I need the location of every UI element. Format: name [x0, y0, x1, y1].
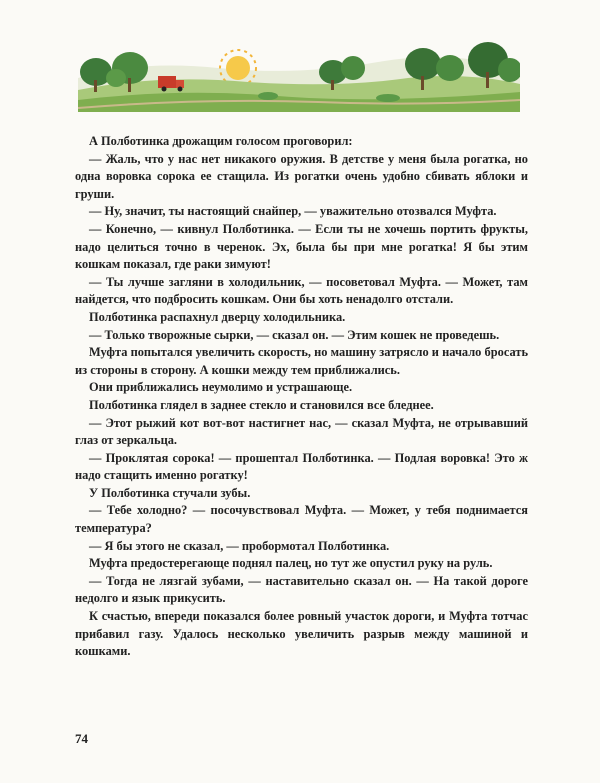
paragraph: — Проклятая сорока! — прошептал Полботинка. — Подлая воровка! Это ж надо стащить именно рогатку!: [75, 450, 528, 483]
page-number: 74: [75, 731, 88, 746]
landscape-illustration: [78, 38, 520, 112]
paragraph: Полботинка распахнул дверцу холодильника.: [89, 309, 346, 324]
paragraph: — Тогда не лязгай зубами, — наставительно сказал он. — На такой дороге недолго и язык прикусить.: [75, 573, 528, 606]
paragraph: — Конечно, — кивнул Полботинка. — Если ты не хочешь портить фрукты, надо целиться точно в черенок. Эх, была бы при мне рогатка! Я бы этим кошкам показал, где раки зимуют!: [75, 221, 528, 272]
paragraph: Они приближались неумолимо и устрашающе.: [89, 380, 353, 395]
paragraph: — Этот рыжий кот вот-вот настигнет нас, — сказал Муфта, не отрывавший глаз от зеркальца.: [75, 415, 528, 448]
paragraph: — Тебе холодно? — посочувствовал Муфта. — Может, у тебя поднимается температура?: [75, 503, 528, 536]
paragraph: Муфта предостерегающе поднял палец, но тут же опустил руку на руль.: [89, 556, 493, 571]
paragraph: Полботинка глядел в заднее стекло и становился все бледнее.: [89, 397, 434, 412]
paragraph: — Ну, значит, ты настоящий снайпер, — уважительно отозвался Муфта.: [89, 204, 497, 219]
paragraph: — Я бы этого не сказал, — пробормотал Полботинка.: [89, 538, 390, 553]
paragraph: — Жаль, что у нас нет никакого оружия. В детстве у меня была рогатка, но одна воровка сорока ее стащила. Из рогатки очень удобно сбивать яблоки и груши.: [75, 151, 528, 201]
paragraph: — Только творожные сырки, — сказал он. — Этим кошек не проведешь.: [89, 327, 500, 342]
story-text: [75, 133, 528, 661]
paragraph: А Полботинка дрожащим голосом проговорил:: [89, 134, 353, 148]
paragraph: У Полботинка стучали зубы.: [89, 485, 251, 500]
paragraph: — Ты лучше загляни в холодильник, — посоветовал Муфта. — Может, там найдется, что подбросить кошкам. Они бы хоть ненадолго отстали.: [75, 274, 528, 307]
paragraph: К счастью, впереди показался более ровный участок дороги, и Муфта тотчас прибавил газу. Удалось несколько увеличить разрыв между машиной и кошками.: [75, 609, 528, 659]
paragraph: Муфта попытался увеличить скорость, но машину затрясло и начало бросать из стороны в сторону. А кошки между тем приближались.: [75, 345, 528, 377]
